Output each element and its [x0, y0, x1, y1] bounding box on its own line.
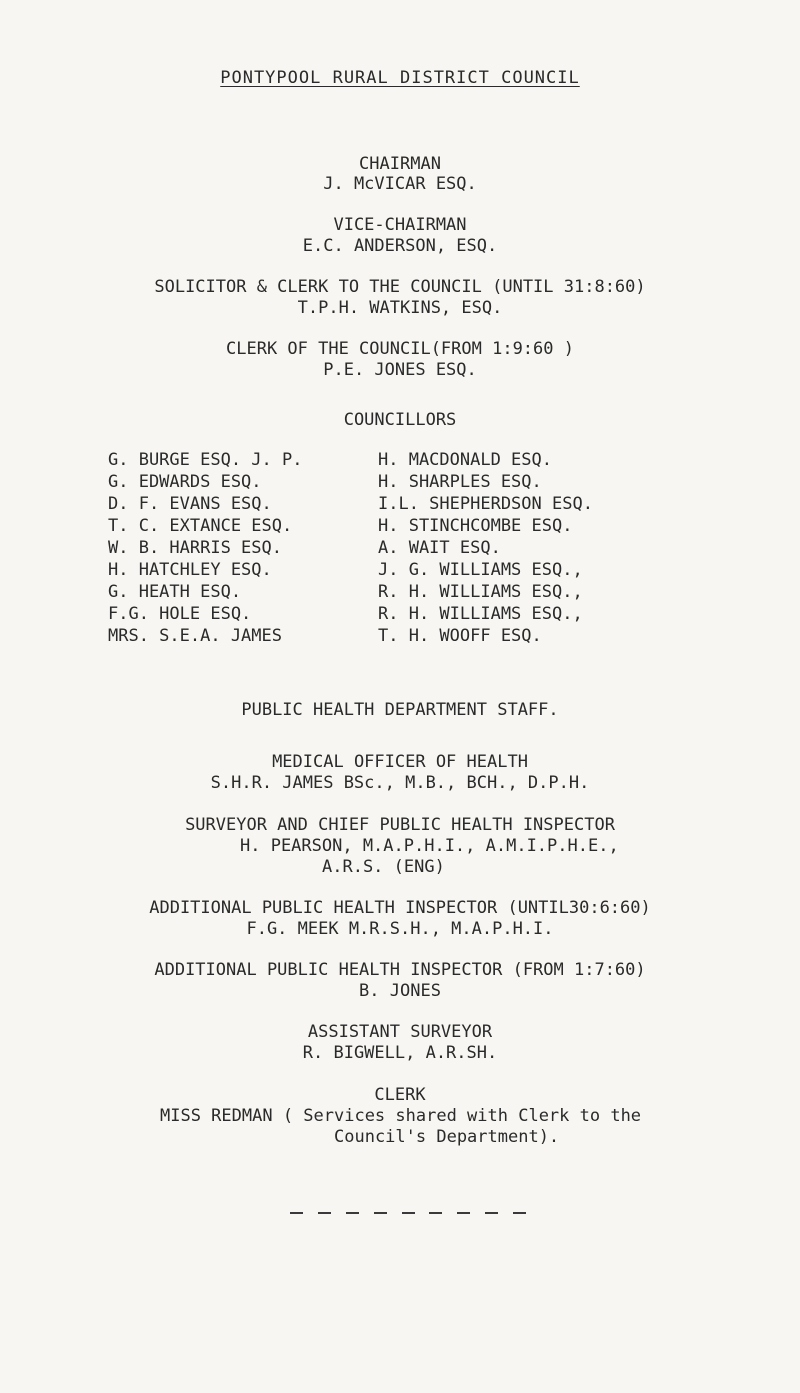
clerk-staff-note: Council's Department).: [334, 1127, 560, 1147]
surveyor-heading: SURVEYOR AND CHIEF PUBLIC HEALTH INSPECTOR: [185, 815, 615, 835]
councillor-row: [108, 494, 668, 516]
moh-name: S.H.R. JAMES BSc., M.B., BCH., D.P.H.: [210, 773, 590, 793]
surveyor-name: H. PEARSON, M.A.P.H.I., A.M.I.P.H.E.,: [240, 836, 619, 856]
councillor-left: F.G. HOLE ESQ.: [108, 604, 252, 624]
councillor-left: W. B. HARRIS ESQ.: [108, 538, 282, 558]
chairman-name: J. McVICAR ESQ.: [323, 174, 477, 194]
councillor-left: MRS. S.E.A. JAMES: [108, 626, 282, 646]
dash: [346, 1212, 359, 1214]
chairman-heading: CHAIRMAN: [359, 154, 441, 174]
councillors-list: [108, 450, 668, 648]
additional-inspector-2-heading: ADDITIONAL PUBLIC HEALTH INSPECTOR (FROM 1:7:60): [154, 960, 646, 980]
clerk-heading: CLERK OF THE COUNCIL(FROM 1:9:60 ): [226, 339, 574, 359]
councillor-right: J. G. WILLIAMS ESQ.,: [378, 560, 583, 580]
councillor-row: [108, 560, 668, 582]
councillor-right: A. WAIT ESQ.: [378, 538, 501, 558]
councillor-row: [108, 626, 668, 648]
dash: [457, 1212, 470, 1214]
additional-inspector-2-name: B. JONES: [359, 981, 441, 1001]
councillor-left: G. EDWARDS ESQ.: [108, 472, 262, 492]
moh-heading: MEDICAL OFFICER OF HEALTH: [272, 752, 528, 772]
clerk-name: P.E. JONES ESQ.: [323, 360, 477, 380]
assistant-surveyor-name: R. BIGWELL, A.R.SH.: [302, 1043, 498, 1063]
dash: [485, 1212, 498, 1214]
document-title: PONTYPOOL RURAL DISTRICT COUNCIL: [220, 68, 580, 88]
dash: [290, 1212, 303, 1214]
assistant-surveyor-heading: ASSISTANT SURVEYOR: [307, 1022, 493, 1042]
councillor-left: G. BURGE ESQ. J. P.: [108, 450, 303, 470]
vice-chairman-name: E.C. ANDERSON, ESQ.: [302, 236, 498, 256]
dash: [318, 1212, 331, 1214]
clerk-staff-name: MISS REDMAN ( Services shared with Clerk to the: [160, 1106, 642, 1126]
councillor-left: D. F. EVANS ESQ.: [108, 494, 272, 514]
separator-dashes: [290, 1212, 526, 1214]
vice-chairman-heading: VICE-CHAIRMAN: [333, 215, 467, 235]
councillor-left: G. HEATH ESQ.: [108, 582, 242, 602]
councillor-right: I.L. SHEPHERDSON ESQ.: [378, 494, 593, 514]
solicitor-heading: SOLICITOR & CLERK TO THE COUNCIL (UNTIL 31:8:60): [154, 277, 646, 297]
councillor-right: R. H. WILLIAMS ESQ.,: [378, 582, 583, 602]
councillors-heading: COUNCILLORS: [343, 410, 457, 430]
additional-inspector-1-name: F.G. MEEK M.R.S.H., M.A.P.H.I.: [246, 919, 554, 939]
councillor-left: H. HATCHLEY ESQ.: [108, 560, 272, 580]
staff-heading: PUBLIC HEALTH DEPARTMENT STAFF.: [241, 700, 559, 720]
dash: [402, 1212, 415, 1214]
councillor-row: [108, 472, 668, 494]
councillor-row: [108, 604, 668, 626]
councillor-right: T. H. WOOFF ESQ.: [378, 626, 542, 646]
solicitor-name: T.P.H. WATKINS, ESQ.: [297, 298, 503, 318]
councillor-row: [108, 516, 668, 538]
surveyor-qualification: A.R.S. (ENG): [322, 857, 445, 877]
councillor-right: R. H. WILLIAMS ESQ.,: [378, 604, 583, 624]
councillor-row: [108, 582, 668, 604]
councillor-row: [108, 538, 668, 560]
councillor-left: T. C. EXTANCE ESQ.: [108, 516, 293, 536]
additional-inspector-1-heading: ADDITIONAL PUBLIC HEALTH INSPECTOR (UNTIL30:6:60): [149, 898, 651, 918]
councillor-right: H. SHARPLES ESQ.: [378, 472, 542, 492]
clerk-staff-heading: CLERK: [374, 1085, 426, 1105]
councillor-right: H. STINCHCOMBE ESQ.: [378, 516, 573, 536]
dash: [374, 1212, 387, 1214]
councillor-row: [108, 450, 668, 472]
councillor-right: H. MACDONALD ESQ.: [378, 450, 552, 470]
dash: [429, 1212, 442, 1214]
dash: [513, 1212, 526, 1214]
